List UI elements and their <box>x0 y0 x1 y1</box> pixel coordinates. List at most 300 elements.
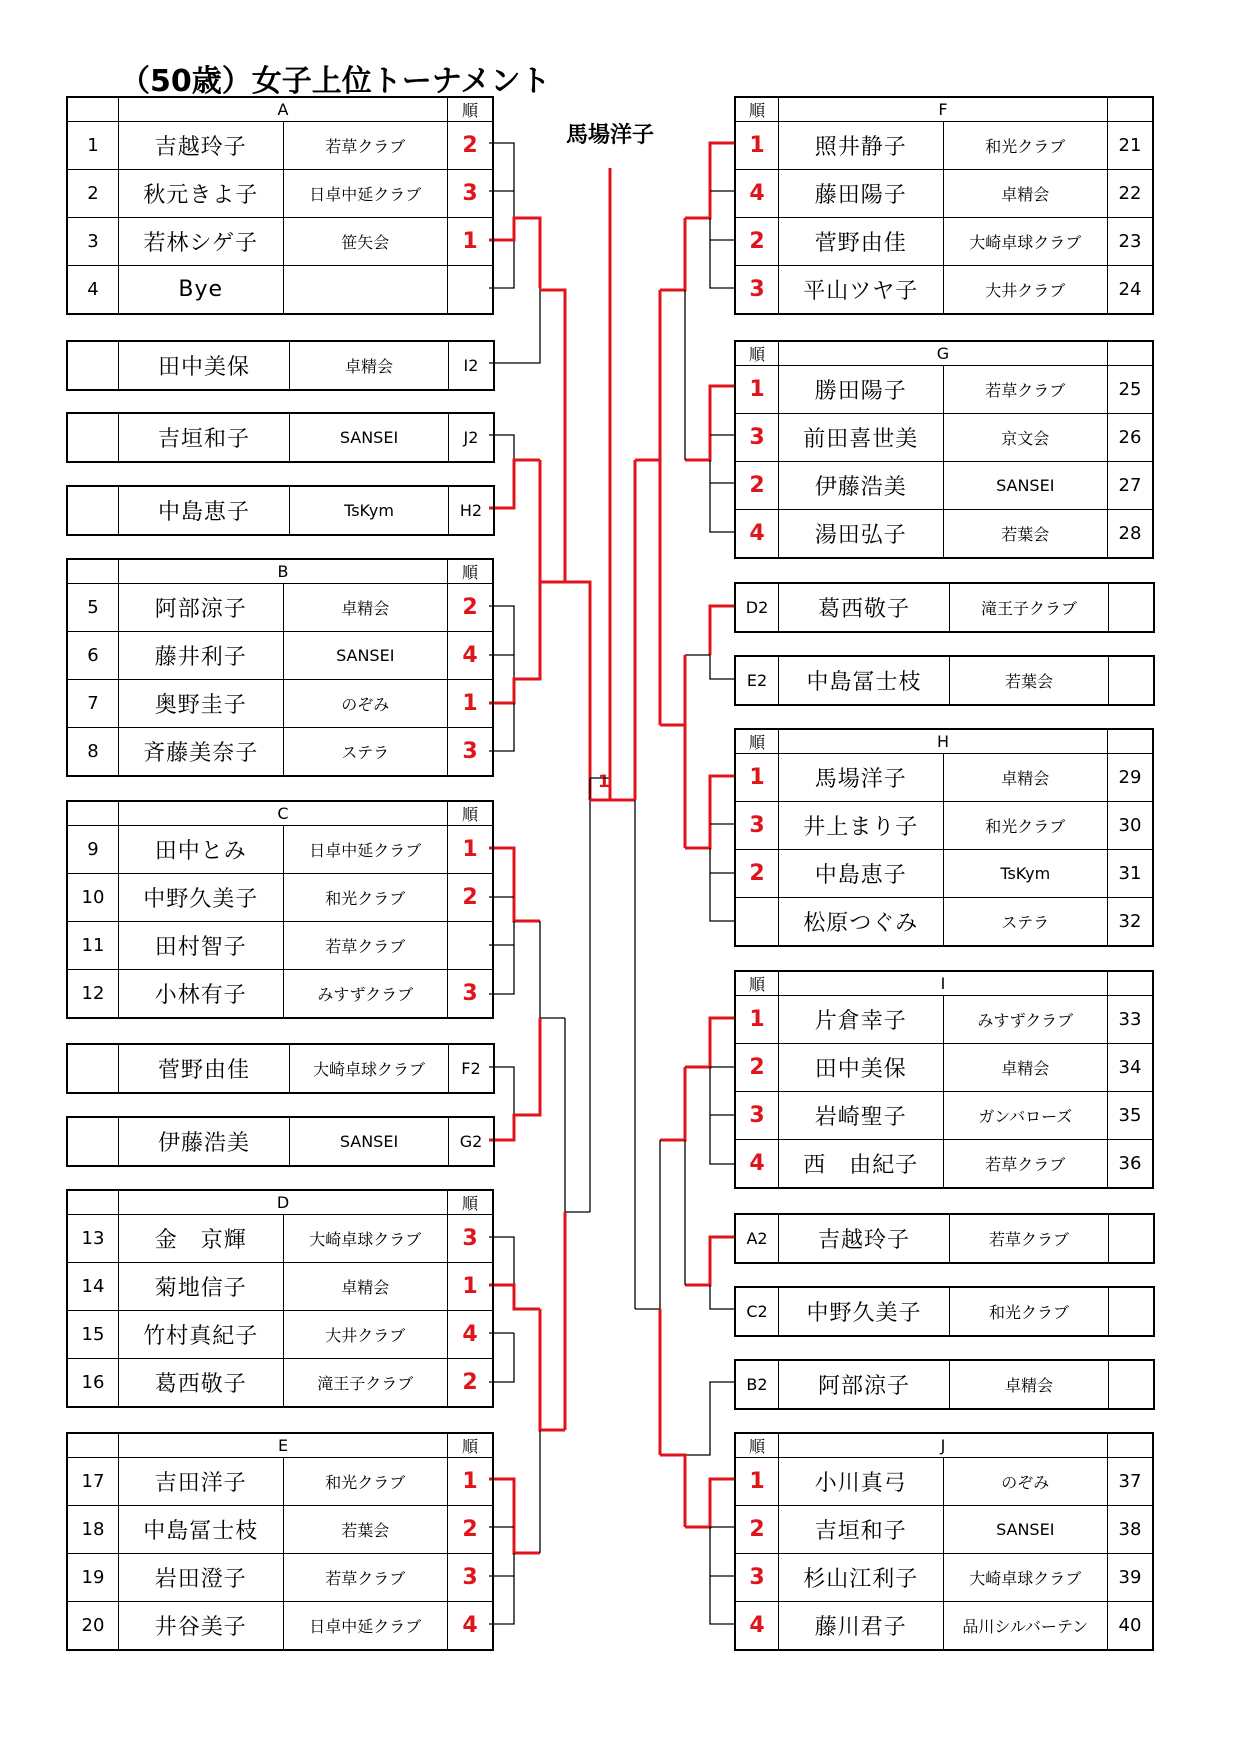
player-row <box>735 1287 1154 1336</box>
club-name: 大崎卓球クラブ <box>943 218 1108 266</box>
player-number: 26 <box>1108 414 1154 462</box>
bracket-line <box>489 848 540 921</box>
player-name: 杉山江利子 <box>779 1554 944 1602</box>
bracket-line <box>489 218 540 288</box>
player-number <box>1109 1214 1155 1263</box>
player-row <box>735 170 1153 218</box>
club-name: のぞみ <box>283 680 448 728</box>
player-number <box>1109 1287 1155 1336</box>
group-rank: 2 <box>735 462 779 510</box>
player-row <box>735 122 1153 170</box>
player-row <box>735 366 1153 414</box>
club-name: 卓精会 <box>943 754 1108 802</box>
player-number: 23 <box>1108 218 1154 266</box>
player-name: 竹村真紀子 <box>119 1311 284 1359</box>
group-letter: D <box>119 1190 448 1215</box>
seed-tag: A2 <box>735 1214 779 1263</box>
player-name: 西 由紀子 <box>779 1140 944 1189</box>
club-name: 卓精会 <box>290 341 449 390</box>
group-letter: H <box>779 729 1108 754</box>
player-number: 2 <box>67 170 119 218</box>
bracket-line <box>685 1237 734 1285</box>
winner-name: 馬場洋子 <box>566 123 655 148</box>
club-name: SANSEI <box>290 413 449 462</box>
group-block-f <box>734 96 1154 315</box>
group-rank: 3 <box>735 266 779 315</box>
player-row <box>735 1458 1153 1506</box>
group-rank: 1 <box>448 1458 494 1506</box>
player-name: 前田喜世美 <box>779 414 944 462</box>
club-name: 大崎卓球クラブ <box>290 1044 449 1093</box>
player-number: 10 <box>67 874 119 922</box>
player-row <box>67 728 493 777</box>
club-name: SANSEI <box>283 632 448 680</box>
player-name: 小林有子 <box>119 970 284 1019</box>
player-name: 菅野由佳 <box>779 218 944 266</box>
club-name: TsKym <box>290 486 449 535</box>
player-number <box>67 1117 119 1166</box>
player-name: 中島恵子 <box>779 850 944 898</box>
player-name: 藤井利子 <box>119 632 284 680</box>
seed-tag: J2 <box>449 413 495 462</box>
bracket-line <box>685 143 734 218</box>
club-name: のぞみ <box>943 1458 1108 1506</box>
club-name: 若葉会 <box>283 1506 448 1554</box>
group-block-r1 <box>734 582 1155 633</box>
rank-header: 順 <box>448 1190 494 1215</box>
player-number <box>67 341 119 390</box>
player-name: 吉越玲子 <box>779 1214 950 1263</box>
player-row <box>67 218 493 266</box>
player-name: 吉垣和子 <box>779 1506 944 1554</box>
club-name: 若草クラブ <box>283 122 448 170</box>
group-block-e <box>66 1432 494 1651</box>
player-row <box>735 802 1153 850</box>
club-name: 大崎卓球クラブ <box>943 1554 1108 1602</box>
bracket-line <box>710 483 734 532</box>
club-name: みすずクラブ <box>283 970 448 1019</box>
group-letter: C <box>119 801 448 826</box>
player-name: 中野久美子 <box>119 874 284 922</box>
group-rank: 2 <box>448 874 494 922</box>
player-row <box>735 850 1153 898</box>
group-block-d <box>66 1189 494 1408</box>
player-name: 平山ツヤ子 <box>779 266 944 315</box>
group-block-c <box>66 800 494 1019</box>
player-row <box>735 266 1153 315</box>
player-row <box>67 1554 493 1602</box>
player-row <box>67 680 493 728</box>
player-number: 34 <box>1108 1044 1154 1092</box>
bracket-line <box>710 1576 734 1624</box>
club-name: 和光クラブ <box>943 802 1108 850</box>
player-number: 4 <box>67 266 119 315</box>
club-name <box>283 266 448 315</box>
player-name: 湯田弘子 <box>779 510 944 559</box>
bracket-line <box>489 582 540 703</box>
group-rank: 1 <box>735 122 779 170</box>
player-row <box>735 462 1153 510</box>
bracket-line <box>540 921 565 1018</box>
group-letter: A <box>119 97 448 122</box>
player-name: 田中とみ <box>119 826 284 874</box>
player-number <box>67 1044 119 1093</box>
group-rank: 1 <box>448 218 494 266</box>
group-rank: 2 <box>735 850 779 898</box>
final-match-number: 1 <box>598 772 610 792</box>
group-block-r4 <box>734 1286 1155 1337</box>
player-row <box>735 218 1153 266</box>
player-row <box>67 170 493 218</box>
player-row <box>67 266 493 315</box>
player-row <box>67 1359 493 1408</box>
club-name: 滝王子クラブ <box>283 1359 448 1408</box>
player-row <box>67 826 493 874</box>
player-row <box>735 583 1154 632</box>
group-rank: 2 <box>448 584 494 632</box>
player-row <box>67 413 494 462</box>
player-row <box>735 1506 1153 1554</box>
header-blank <box>1108 97 1154 122</box>
bracket-line <box>710 606 734 655</box>
player-name: 馬場洋子 <box>779 754 944 802</box>
header-blank <box>67 97 119 122</box>
club-name: ステラ <box>943 898 1108 947</box>
player-name: 菊地信子 <box>119 1263 284 1311</box>
group-rank: 1 <box>735 1458 779 1506</box>
club-name: 卓精会 <box>283 584 448 632</box>
bracket-line <box>710 1067 734 1115</box>
header-blank <box>1108 1433 1154 1458</box>
group-rank <box>735 898 779 947</box>
player-name: 秋元きよ子 <box>119 170 284 218</box>
club-name: SANSEI <box>943 462 1108 510</box>
player-number: 17 <box>67 1458 119 1506</box>
group-letter: G <box>779 341 1108 366</box>
rank-header: 順 <box>735 971 779 996</box>
player-row <box>67 341 494 390</box>
bracket-line <box>710 1115 734 1164</box>
player-number <box>67 486 119 535</box>
player-name: 岩崎聖子 <box>779 1092 944 1140</box>
player-name: 吉越玲子 <box>119 122 284 170</box>
rank-header: 順 <box>448 1433 494 1458</box>
player-name: 吉田洋子 <box>119 1458 284 1506</box>
club-name: 和光クラブ <box>283 874 448 922</box>
group-rank: 3 <box>735 802 779 850</box>
header-blank <box>67 801 119 826</box>
group-block-r5 <box>734 1359 1155 1410</box>
group-rank: 2 <box>448 122 494 170</box>
player-number: 12 <box>67 970 119 1019</box>
bracket-line <box>685 1382 734 1455</box>
rank-header: 順 <box>448 801 494 826</box>
group-block-a <box>66 96 494 315</box>
player-row <box>67 632 493 680</box>
player-name: 井上まり子 <box>779 802 944 850</box>
bracket-line <box>685 1479 734 1527</box>
club-name: ガンバローズ <box>943 1092 1108 1140</box>
bracket-line <box>635 1140 660 1309</box>
player-name: 中島冨士枝 <box>779 656 950 705</box>
group-rank: 3 <box>735 414 779 462</box>
player-row <box>735 996 1153 1044</box>
club-name: 卓精会 <box>950 1360 1109 1409</box>
group-block-j <box>734 1432 1154 1651</box>
bracket-line <box>540 1309 565 1430</box>
rank-header: 順 <box>735 341 779 366</box>
header-blank <box>1108 729 1154 754</box>
player-number: 29 <box>1108 754 1154 802</box>
group-rank: 2 <box>448 1359 494 1408</box>
player-number: 5 <box>67 584 119 632</box>
group-rank: 2 <box>735 1044 779 1092</box>
bracket-line <box>685 1018 734 1067</box>
player-number: 28 <box>1108 510 1154 559</box>
player-number: 24 <box>1108 266 1154 315</box>
group-rank: 1 <box>735 754 779 802</box>
player-number: 40 <box>1108 1602 1154 1651</box>
group-letter: J <box>779 1433 1108 1458</box>
club-name: SANSEI <box>943 1506 1108 1554</box>
player-name: 田村智子 <box>119 922 284 970</box>
player-row <box>735 510 1153 559</box>
header-blank <box>67 1190 119 1215</box>
group-block-l2 <box>66 412 495 463</box>
player-name: 伊藤浩美 <box>779 462 944 510</box>
club-name: 和光クラブ <box>283 1458 448 1506</box>
club-name: 品川シルバーテン <box>943 1602 1108 1651</box>
player-name: 松原つぐみ <box>779 898 944 947</box>
player-number: 36 <box>1108 1140 1154 1189</box>
player-number: 33 <box>1108 996 1154 1044</box>
player-number: 32 <box>1108 898 1154 947</box>
player-row <box>735 898 1153 947</box>
player-number <box>67 413 119 462</box>
bracket-line <box>660 218 685 290</box>
group-letter: E <box>119 1433 448 1458</box>
player-number: 6 <box>67 632 119 680</box>
player-number <box>1109 656 1155 705</box>
group-rank: 4 <box>448 632 494 680</box>
player-name: 奥野圭子 <box>119 680 284 728</box>
bracket-line <box>685 776 734 848</box>
bracket-line <box>540 290 565 460</box>
player-row <box>67 584 493 632</box>
group-rank: 2 <box>735 1506 779 1554</box>
player-row <box>735 1602 1153 1651</box>
club-name: 京文会 <box>943 414 1108 462</box>
group-block-r3 <box>734 1213 1155 1264</box>
player-name: 勝田陽子 <box>779 366 944 414</box>
bracket-line <box>660 1067 685 1140</box>
bracket-line <box>489 1479 540 1553</box>
player-name: 中島恵子 <box>119 486 290 535</box>
seed-tag: E2 <box>735 656 779 705</box>
player-name: 菅野由佳 <box>119 1044 290 1093</box>
group-block-l3 <box>66 485 495 536</box>
player-name: 金 京輝 <box>119 1215 284 1263</box>
club-name: 若草クラブ <box>283 1554 448 1602</box>
player-row <box>67 970 493 1019</box>
bracket-line <box>565 1018 590 1212</box>
group-rank: 4 <box>735 1602 779 1651</box>
group-rank: 4 <box>448 1311 494 1359</box>
player-row <box>67 1117 494 1166</box>
club-name: 若草クラブ <box>943 366 1108 414</box>
player-name: 吉垣和子 <box>119 413 290 462</box>
player-number <box>1109 1360 1155 1409</box>
player-number: 8 <box>67 728 119 777</box>
club-name: 日卓中延クラブ <box>283 1602 448 1651</box>
player-row <box>735 1140 1153 1189</box>
club-name: 大井クラブ <box>283 1311 448 1359</box>
group-block-r2 <box>734 655 1155 706</box>
group-rank: 1 <box>735 996 779 1044</box>
player-name: 中島冨士枝 <box>119 1506 284 1554</box>
group-block-l4 <box>66 1043 495 1094</box>
group-block-l5 <box>66 1116 495 1167</box>
seed-tag: B2 <box>735 1360 779 1409</box>
player-number: 1 <box>67 122 119 170</box>
player-name: 井谷美子 <box>119 1602 284 1651</box>
player-number: 14 <box>67 1263 119 1311</box>
player-number: 13 <box>67 1215 119 1263</box>
group-rank: 1 <box>448 826 494 874</box>
club-name: 卓精会 <box>283 1263 448 1311</box>
page-title: （50歳）女子上位トーナメント <box>120 64 551 99</box>
club-name: 卓精会 <box>943 170 1108 218</box>
club-name: みすずクラブ <box>943 996 1108 1044</box>
seed-tag: C2 <box>735 1287 779 1336</box>
player-number: 18 <box>67 1506 119 1554</box>
player-name: Bye <box>119 266 284 315</box>
club-name: 若草クラブ <box>943 1140 1108 1189</box>
seed-tag: G2 <box>449 1117 495 1166</box>
player-row <box>735 656 1154 705</box>
bracket-line <box>685 386 734 460</box>
club-name: 大崎卓球クラブ <box>283 1215 448 1263</box>
club-name: TsKym <box>943 850 1108 898</box>
player-number: 21 <box>1108 122 1154 170</box>
group-letter: B <box>119 559 448 584</box>
player-number: 9 <box>67 826 119 874</box>
group-rank: 1 <box>448 1263 494 1311</box>
group-rank: 3 <box>448 170 494 218</box>
rank-header: 順 <box>735 97 779 122</box>
player-name: 藤田陽子 <box>779 170 944 218</box>
player-number <box>1109 583 1155 632</box>
player-name: 小川真弓 <box>779 1458 944 1506</box>
player-row <box>67 1602 493 1651</box>
player-row <box>67 486 494 535</box>
group-rank: 1 <box>735 366 779 414</box>
group-rank: 3 <box>448 1554 494 1602</box>
bracket-line <box>685 655 734 679</box>
club-name: 若草クラブ <box>950 1214 1109 1263</box>
club-name: 日卓中延クラブ <box>283 826 448 874</box>
rank-header: 順 <box>735 729 779 754</box>
club-name: SANSEI <box>290 1117 449 1166</box>
player-number: 25 <box>1108 366 1154 414</box>
player-row <box>67 1215 493 1263</box>
player-number: 37 <box>1108 1458 1154 1506</box>
player-number: 15 <box>67 1311 119 1359</box>
player-name: 斉藤美奈子 <box>119 728 284 777</box>
player-row <box>67 1311 493 1359</box>
club-name: ステラ <box>283 728 448 777</box>
player-row <box>67 874 493 922</box>
player-name: 片倉幸子 <box>779 996 944 1044</box>
club-name: 大井クラブ <box>943 266 1108 315</box>
player-number: 19 <box>67 1554 119 1602</box>
club-name: 滝王子クラブ <box>950 583 1109 632</box>
player-number: 11 <box>67 922 119 970</box>
bracket-line <box>489 1285 540 1309</box>
player-row <box>67 1506 493 1554</box>
group-rank <box>448 266 494 315</box>
player-row <box>67 922 493 970</box>
club-name: 和光クラブ <box>943 122 1108 170</box>
player-row <box>67 1263 493 1311</box>
header-blank <box>1108 341 1154 366</box>
player-row <box>735 1214 1154 1263</box>
club-name: 和光クラブ <box>950 1287 1109 1336</box>
player-name: 阿部涼子 <box>119 584 284 632</box>
bracket-line <box>710 873 734 921</box>
group-block-l1 <box>66 340 495 391</box>
bracket-line <box>710 1285 734 1309</box>
club-name: 笹矢会 <box>283 218 448 266</box>
group-block-h <box>734 728 1154 947</box>
group-rank: 3 <box>448 1215 494 1263</box>
seed-tag: D2 <box>735 583 779 632</box>
group-rank: 3 <box>735 1554 779 1602</box>
group-rank: 3 <box>448 728 494 777</box>
player-number: 27 <box>1108 462 1154 510</box>
bracket-line <box>489 288 540 363</box>
player-row <box>735 754 1153 802</box>
bracket-line <box>660 725 685 848</box>
player-row <box>735 414 1153 462</box>
group-rank: 1 <box>448 680 494 728</box>
player-name: 葛西敬子 <box>119 1359 284 1408</box>
player-name: 中野久美子 <box>779 1287 950 1336</box>
group-rank: 4 <box>735 1140 779 1189</box>
player-number: 16 <box>67 1359 119 1408</box>
player-name: 田中美保 <box>779 1044 944 1092</box>
seed-tag: H2 <box>449 486 495 535</box>
player-number: 30 <box>1108 802 1154 850</box>
bracket-line <box>710 240 734 288</box>
player-number: 7 <box>67 680 119 728</box>
group-rank: 2 <box>735 218 779 266</box>
bracket-line <box>635 290 660 460</box>
seed-tag: I2 <box>449 341 495 390</box>
rank-header: 順 <box>448 97 494 122</box>
club-name: 日卓中延クラブ <box>283 170 448 218</box>
player-row <box>735 1554 1153 1602</box>
player-name: 伊藤浩美 <box>119 1117 290 1166</box>
group-block-i <box>734 970 1154 1189</box>
group-rank <box>448 922 494 970</box>
player-number: 22 <box>1108 170 1154 218</box>
player-row <box>67 1044 494 1093</box>
player-number: 3 <box>67 218 119 266</box>
player-row <box>735 1092 1153 1140</box>
group-block-b <box>66 558 494 777</box>
player-name: 葛西敬子 <box>779 583 950 632</box>
